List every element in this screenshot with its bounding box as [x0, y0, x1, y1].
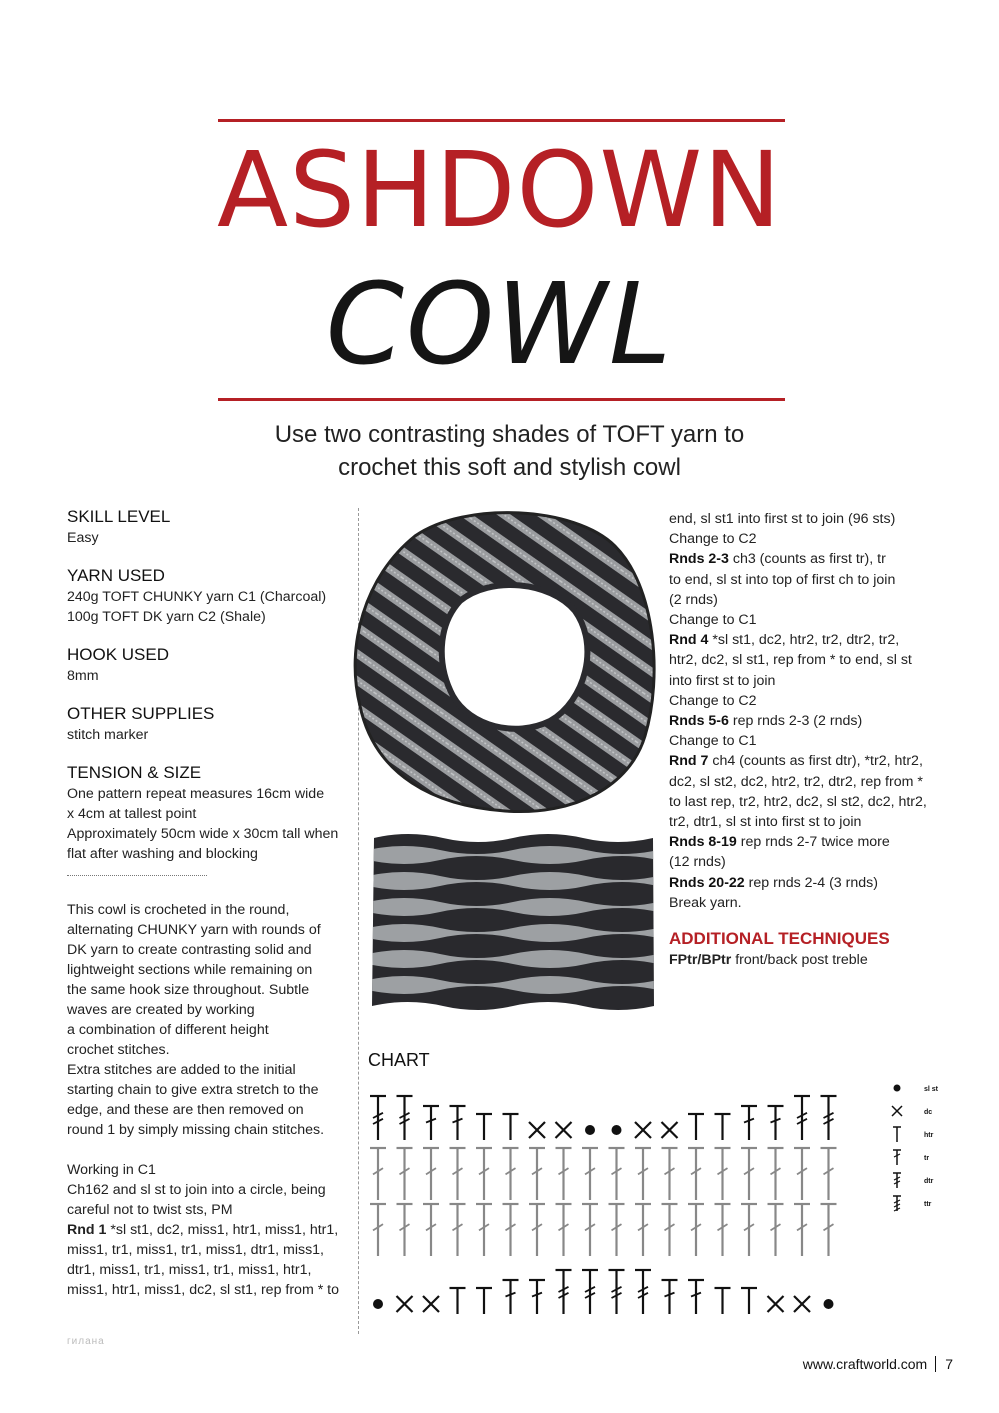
round-text: *sl st1, dc2, miss1, htr1, miss1, htr1,: [106, 1222, 339, 1238]
section-heading: YARN USED: [67, 566, 165, 585]
text-line: [67, 1220, 357, 1240]
round-label: Rnds 5-6: [669, 713, 729, 730]
text-line: starting chain to give extra stretch to the: [67, 1082, 319, 1098]
round-label: Rnds 20-22: [669, 874, 745, 891]
round-text: Change to C1: [669, 733, 757, 750]
subtitle-line-1: Use two contrasting shades of TOFT yarn to: [274, 421, 745, 448]
watermark: гилана: [67, 1336, 105, 1347]
working-paragraph: [67, 1160, 357, 1300]
text-line: [669, 751, 939, 771]
round-text: to end, sl st into top of first ch to join: [669, 571, 896, 588]
section-text: 8mm: [67, 668, 99, 684]
round-label: Rnd 1: [67, 1222, 107, 1238]
section-text: flat after washing and blocking: [67, 846, 258, 862]
technique-text: front/back post treble: [731, 952, 868, 968]
text-line: [669, 671, 939, 691]
section-text: One pattern repeat measures 16cm wide: [67, 786, 325, 802]
text-line: [669, 852, 939, 872]
text-line: [669, 731, 939, 751]
text-line: Extra stitches are added to the initial: [67, 1062, 296, 1078]
footer-separator: [935, 1356, 936, 1372]
page-footer: [803, 1356, 953, 1372]
section-text: 100g TOFT DK yarn C2 (Shale): [67, 609, 266, 625]
round-text: Change to C2: [669, 531, 757, 548]
text-line: crochet stitches.: [67, 1042, 170, 1058]
text-line: [669, 873, 939, 893]
text-line: dtr1, miss1, tr1, miss1, tr1, miss1, htr1,: [67, 1262, 312, 1278]
round-text: htr2, dc2, sl st1, rep from * to end, sl st: [669, 652, 912, 669]
section-heading: SKILL LEVEL: [67, 507, 171, 526]
round-text: (12 rnds): [669, 854, 726, 871]
yarn-used-section: [67, 565, 357, 627]
text-line: [669, 772, 939, 792]
text-line: lightweight sections while remaining on: [67, 962, 313, 978]
technique-label: FPtr/BPtr: [669, 952, 732, 968]
text-line: [669, 792, 939, 812]
slip-stitch-symbol: [373, 1299, 383, 1309]
section-text: stitch marker: [67, 727, 149, 743]
text-line: [669, 549, 939, 569]
text-line: [669, 630, 939, 650]
cowl-photo-twisted: [345, 506, 660, 818]
text-line: [669, 610, 939, 630]
legend-label: ttr: [924, 1201, 932, 1208]
round-text: tr2, dtr1, sl st into first st to join: [669, 814, 862, 831]
section-text: x 4cm at tallest point: [67, 806, 197, 822]
text-line: [669, 812, 939, 832]
text-line: [669, 832, 939, 852]
text-line: miss1, tr1, miss1, tr1, miss1, dtr1, miss1,: [67, 1242, 324, 1258]
section-heading: HOOK USED: [67, 645, 170, 664]
round-text: *sl st1, dc2, htr2, tr2, dtr2, tr2,: [708, 632, 900, 649]
legend-label: dtr: [924, 1178, 934, 1185]
slip-stitch-symbol: [585, 1125, 595, 1135]
intro-paragraph: [67, 900, 357, 1140]
section-heading: TENSION & SIZE: [67, 763, 202, 782]
round-text: to last rep, tr2, htr2, dc2, sl st2, dc2, htr2,: [669, 793, 927, 810]
round-text: Break yarn.: [669, 894, 742, 911]
text-line: [669, 509, 939, 529]
text-line: [669, 570, 939, 590]
round-text: Change to C1: [669, 612, 757, 629]
hook-used-section: [67, 644, 357, 686]
slip-stitch-symbol: [824, 1299, 834, 1309]
text-line: the same hook size throughout. Subtle: [67, 982, 310, 998]
round-text: into first st to join: [669, 672, 776, 689]
skill-level-section: [67, 506, 357, 548]
text-line: round 1 by simply missing chain stitches.: [67, 1122, 325, 1138]
slip-stitch-icon: [894, 1085, 901, 1092]
round-label: Rnds 8-19: [669, 834, 737, 851]
website-url[interactable]: www.craftworld.com: [802, 1356, 928, 1372]
text-line: Working in C1: [67, 1162, 156, 1178]
text-line: miss1, htr1, miss1, dc2, sl st1, rep from * to: [67, 1282, 340, 1298]
additional-techniques-text: [669, 952, 868, 968]
other-supplies-section: [67, 703, 357, 745]
text-line: careful not to twist sts, PM: [67, 1202, 233, 1218]
section-text: 240g TOFT CHUNKY yarn C1 (Charcoal): [67, 589, 327, 605]
round-text: dc2, sl st2, dc2, htr2, tr2, dtr2, rep from *: [669, 773, 923, 790]
section-heading: OTHER SUPPLIES: [67, 704, 215, 723]
text-line: [669, 650, 939, 670]
round-label: Rnds 2-3: [669, 551, 729, 568]
chart-legend: [884, 1080, 954, 1220]
legend-label: htr: [924, 1132, 934, 1139]
text-line: This cowl is crocheted in the round,: [67, 902, 290, 918]
text-line: [669, 529, 939, 549]
round-text: rep rnds 2-7 twice more: [736, 834, 890, 851]
left-column: [67, 506, 357, 1300]
chart-heading: CHART: [368, 1050, 430, 1070]
subtitle: [0, 418, 999, 484]
text-line: Ch162 and sl st to join into a circle, being: [67, 1182, 326, 1198]
round-text: end, sl st1 into first st to join (96 sts): [669, 511, 896, 527]
right-column: [669, 509, 939, 913]
cowl-photo-flat: [368, 828, 658, 1013]
round-text: rep rnds 2-4 (3 rnds): [744, 874, 878, 891]
text-line: [669, 590, 939, 610]
legend-label: sl st: [924, 1086, 939, 1093]
slip-stitch-symbol: [612, 1125, 622, 1135]
legend-label: tr: [924, 1155, 930, 1162]
title-line-1: ASHDOWN: [217, 129, 782, 251]
text-line: a combination of different height: [67, 1022, 269, 1038]
round-label: Rnd 4: [669, 632, 709, 649]
text-line: [669, 893, 939, 913]
text-line: [669, 691, 939, 711]
stitch-chart: [366, 1078, 866, 1328]
round-label: Rnd 7: [669, 753, 709, 770]
text-line: edge, and these are then removed on: [67, 1102, 304, 1118]
bottom-rule: [218, 398, 785, 401]
text-line: [669, 711, 939, 731]
additional-techniques-heading: ADDITIONAL TECHNIQUES: [669, 929, 890, 948]
section-text: Approximately 50cm wide x 30cm tall when: [67, 826, 339, 842]
tension-size-section: [67, 762, 357, 864]
subtitle-line-2: crochet this soft and stylish cowl: [338, 454, 681, 481]
title-line-2: COWL: [325, 260, 674, 390]
round-text: rep rnds 2-3 (2 rnds): [728, 713, 863, 730]
text-line: DK yarn to create contrasting solid and: [67, 942, 312, 958]
round-text: (2 rnds): [669, 591, 718, 608]
text-line: waves are created by working: [67, 1002, 255, 1018]
top-rule: [218, 119, 785, 122]
legend-label: dc: [924, 1109, 933, 1116]
text-line: alternating CHUNKY yarn with rounds of: [67, 922, 321, 938]
round-text: ch3 (counts as first tr), tr: [728, 551, 886, 568]
page-number: 7: [945, 1356, 953, 1372]
section-text: Easy: [67, 530, 99, 546]
round-text: ch4 (counts as first dtr), *tr2, htr2,: [708, 753, 923, 770]
dotted-divider: [67, 875, 207, 876]
round-text: Change to C2: [669, 692, 757, 709]
